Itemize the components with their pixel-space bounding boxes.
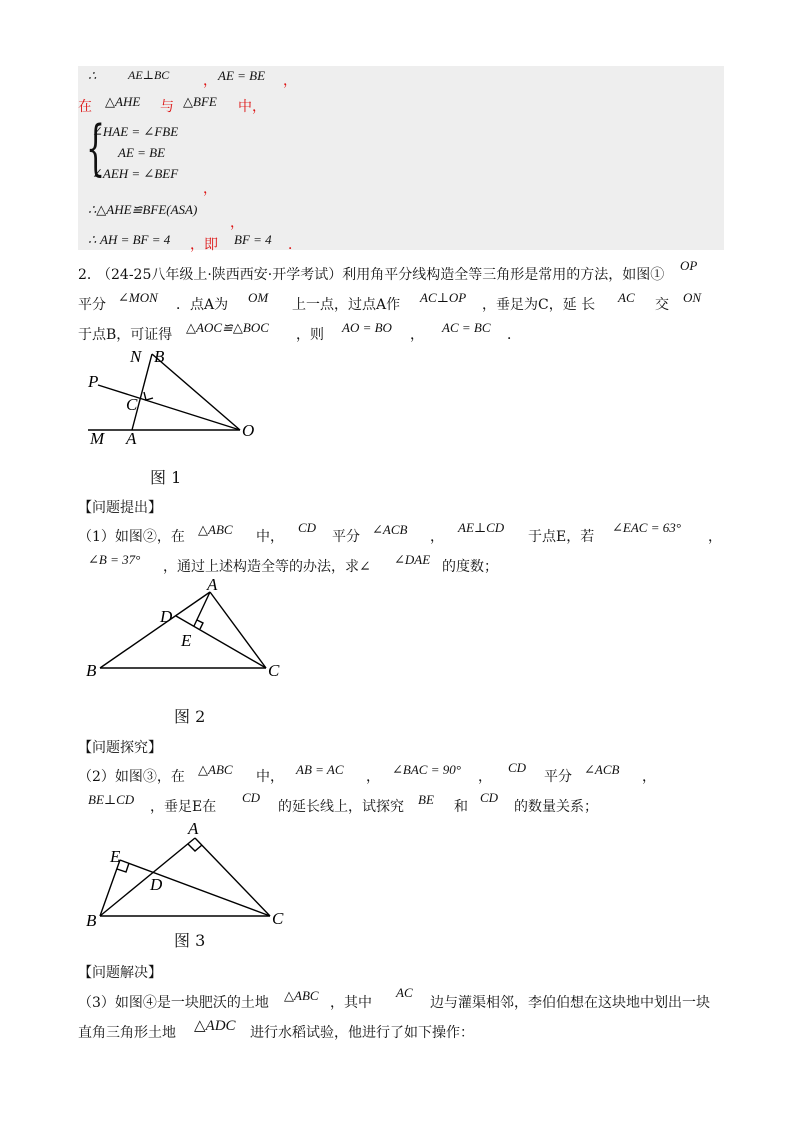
right-angle-mark	[197, 620, 203, 629]
math-cd: CD	[298, 520, 317, 535]
math-abc: △ABC	[284, 988, 319, 1003]
problem-text: 的度数；	[442, 559, 498, 575]
ray-op	[98, 385, 240, 430]
math-ao-bo: AO = BO	[342, 320, 392, 335]
problem-text: 于点B，可证得	[78, 327, 173, 343]
label-p: P	[88, 372, 99, 391]
ray-on	[152, 354, 240, 430]
solution-block	[78, 66, 724, 250]
math-op: OP	[680, 258, 698, 273]
section-title: 【问题提出】	[78, 500, 162, 516]
math-acop: AC⊥OP	[420, 290, 467, 305]
problem-text: ．点A为	[176, 297, 229, 313]
math-be-cd: BE⊥CD	[88, 792, 135, 807]
label-c: C	[126, 395, 138, 414]
math-ac: AC	[396, 985, 413, 1000]
label-d: D	[160, 607, 173, 626]
math-ae-cd: AE⊥CD	[458, 520, 505, 535]
side-ac	[195, 838, 270, 916]
solution-eq: BF = 4	[234, 232, 272, 247]
problem-text: 的延长线上，试探究	[278, 799, 404, 815]
problem-text: （24-25八年级上·陕西西安·开学考试）利用角平分线构造全等三角形是常用的方法，如图①	[97, 267, 665, 283]
label-n: N	[130, 347, 142, 366]
math-eac: ∠EAC = 63°	[612, 520, 681, 535]
system-row: AE = BE	[118, 145, 166, 160]
math-cd: CD	[480, 790, 499, 805]
label-d: D	[150, 875, 163, 894]
figure-3-caption: 图 3	[174, 931, 206, 950]
side-ba	[100, 592, 210, 668]
solution-sep: ．	[288, 237, 302, 253]
triangle-bfe: △BFE	[183, 94, 217, 109]
solution-eq: AE = BE	[218, 68, 266, 83]
solution-text: ，即	[190, 237, 218, 253]
right-angle-mark	[144, 392, 153, 400]
math-dae: ∠DAE	[394, 552, 431, 567]
problem-text: ，	[642, 769, 656, 785]
problem-text: 上一点，过点A作	[292, 297, 401, 313]
math-abc: △ABC	[198, 522, 233, 537]
triangle-ahe: △AHE	[105, 94, 141, 109]
problem-text: 平分	[78, 297, 106, 313]
math-adc: △ADC	[194, 1018, 236, 1034]
problem-text: 中，	[256, 769, 284, 785]
problem-text: 平分	[332, 529, 360, 545]
figure-1-caption: 图 1	[150, 468, 182, 487]
solution-eq: AH = BF = 4	[100, 232, 171, 247]
problem-text: ，	[366, 769, 380, 785]
solution-sep: ，	[230, 215, 244, 231]
math-ac: AC	[618, 290, 635, 305]
problem-text: 的数量关系；	[514, 799, 598, 815]
side-ac	[210, 592, 266, 668]
solution-sep: ，	[283, 73, 297, 89]
math-acb: ∠ACB	[584, 762, 620, 777]
problem-text: ，	[708, 529, 722, 545]
figure-3-diagram	[80, 816, 300, 928]
solution-sep: ，	[203, 73, 217, 89]
math-om: OM	[248, 290, 269, 305]
label-a: A	[126, 429, 137, 448]
label-e: E	[110, 847, 121, 866]
solution-text: 与	[160, 99, 174, 115]
problem-text: ，	[430, 529, 444, 545]
therefore-symbol: ∴	[88, 232, 97, 247]
problem-text: 和	[454, 799, 468, 815]
problem-text: ，垂足E在	[150, 799, 217, 815]
math-abc: △ABC	[198, 762, 233, 777]
therefore-symbol: ∴	[88, 68, 97, 83]
problem-text: 进行水稻试验，他进行了如下操作：	[250, 1025, 474, 1041]
math-be: BE	[418, 792, 434, 807]
figure-2-caption: 图 2	[174, 707, 206, 726]
label-b: B	[86, 661, 97, 680]
solution-sep: ，	[203, 181, 217, 197]
figure-2-diagram	[80, 576, 300, 686]
problem-text: （1）如图②，在	[78, 529, 185, 545]
problem-text: （2）如图③，在	[78, 769, 185, 785]
label-b: B	[86, 911, 97, 928]
math-ab-ac: AB = AC	[296, 762, 344, 777]
system-row: ∠AEH = ∠BEF	[92, 166, 179, 181]
math-cd: CD	[242, 790, 261, 805]
problem-text: ，	[478, 769, 492, 785]
problem-number: 2．	[78, 267, 101, 283]
system-row: ∠HAE = ∠FBE	[92, 124, 179, 139]
math-bac: ∠BAC = 90°	[392, 762, 461, 777]
segment-ce	[120, 860, 270, 916]
problem-text: 于点E，若	[528, 529, 595, 545]
solution-text: 中，	[238, 99, 266, 115]
solution-eq: AE⊥BC	[128, 68, 170, 82]
problem-text: 平分	[544, 769, 572, 785]
problem-text: 中，	[256, 529, 284, 545]
congruence-statement: ∴△AHE≌BFE(ASA)	[88, 202, 198, 217]
section-title: 【问题解决】	[78, 965, 162, 981]
problem-text: 交	[655, 297, 669, 313]
math-cd: CD	[508, 760, 527, 775]
label-c: C	[268, 661, 280, 680]
math-mon: ∠MON	[118, 290, 158, 305]
problem-text: 直角三角形土地	[78, 1025, 176, 1041]
label-c: C	[272, 909, 284, 928]
label-o: O	[242, 421, 255, 440]
math-ac-bc: AC = BC	[442, 320, 491, 335]
label-m: M	[90, 429, 105, 448]
section-title: 【问题探究】	[78, 740, 162, 756]
figure-1-diagram	[80, 342, 280, 452]
problem-text: 边与灌渠相邻，李伯伯想在这块地中划出一块	[430, 995, 710, 1011]
problem-text: ，	[410, 327, 424, 343]
problem-text: ，通过上述构造全等的办法，求∠	[163, 559, 371, 575]
label-b: B	[154, 347, 165, 366]
right-angle-mark	[188, 844, 202, 851]
problem-text: ，垂足为C，延 长	[482, 297, 596, 313]
label-a: A	[207, 576, 218, 594]
solution-text: 在	[78, 99, 92, 115]
problem-text: ，则	[296, 327, 324, 343]
math-congruence: △AOC≌△BOC	[186, 320, 269, 335]
problem-text: ．	[507, 327, 521, 343]
label-e: E	[181, 631, 192, 650]
label-a: A	[188, 819, 199, 838]
system-brace: {	[86, 113, 106, 183]
math-on: ON	[683, 290, 702, 305]
math-acb: ∠ACB	[372, 522, 408, 537]
problem-text: （3）如图④是一块肥沃的土地	[78, 995, 269, 1011]
math-b37: ∠B = 37°	[88, 552, 141, 567]
problem-text: ，其中	[330, 995, 372, 1011]
